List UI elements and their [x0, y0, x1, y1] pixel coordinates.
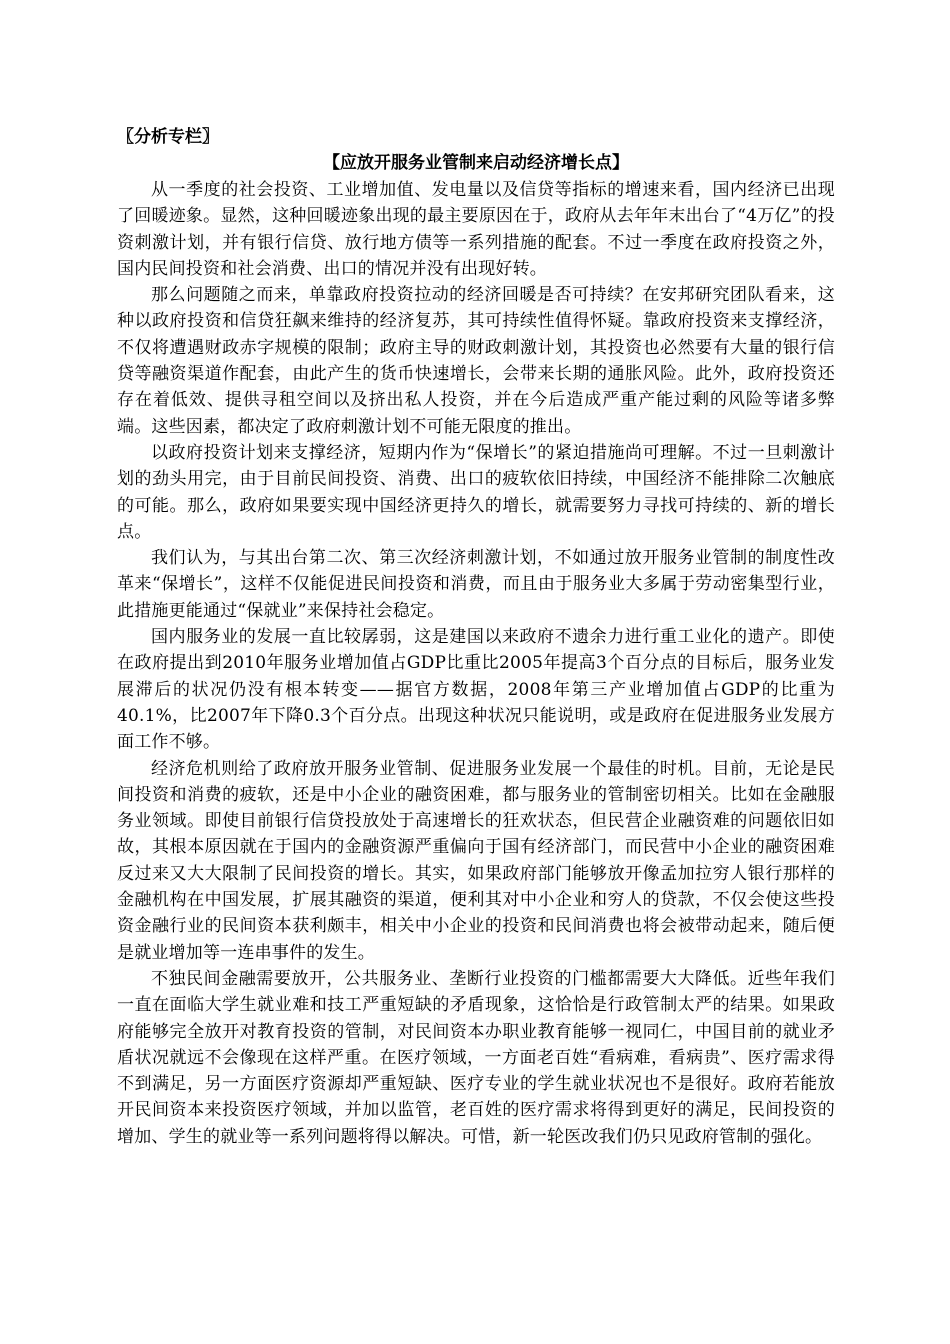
document-page — [117, 124, 835, 1150]
paragraph-4: 我们认为，与其出台第二次、第三次经济刺激计划，不如通过放开服务业管制的制度性改革来“保增长”，这样不仅能促进民间投资和消费，而且由于服务业大多属于劳动密集型行业，此措施更能通过“保就业”来保持社会稳定。 — [117, 548, 835, 621]
paragraph-3: 以政府投资计划来支撑经济，短期内作为“保增长”的紧迫措施尚可理解。不过一旦刺激计划的劲头用完，由于目前民间投资、消费、出口的疲软依旧持续，中国经济不能排除二次触底的可能。那么，政府如果要实现中国经济更持久的增长，就需要努力寻找可持续的、新的增长点。 — [117, 442, 835, 542]
paragraph-7: 不独民间金融需要放开，公共服务业、垄断行业投资的门槛都需要大大降低。近些年我们一直在面临大学生就业难和技工严重短缺的矛盾现象，这恰恰是行政管制太严的结果。如果政府能够完全放开对教育投资的管制，对民间资本办职业教育能够一视同仁，中国目前的就业矛盾状况就远不会像现在这样严重。在医疗领域，一方面老百姓“看病难，看病贵”、医疗需求得不到满足，另一方面医疗资源却严重短缺、医疗专业的学生就业状况也不是很好。政府若能放开民间资本来投资医疗领域，并加以监管，老百姓的医疗需求将得到更好的满足，民间投资的增加、学生的就业等一系列问题将得以解决。可惜，新一轮医改我们仍只见政府管制的强化。 — [117, 968, 835, 1147]
paragraph-2: 那么问题随之而来，单靠政府投资拉动的经济回暖是否可持续？在安邦研究团队看来，这种以政府投资和信贷狂飙来维持的经济复苏，其可持续性值得怀疑。靠政府投资来支撑经济，不仅将遭遇财政赤字规模的限制；政府主导的财政刺激计划，其投资也必然要有大量的银行信贷等融资渠道作配套，由此产生的货币快速增长，会带来长期的通胀风险。此外，政府投资还存在着低效、提供寻租空间以及挤出私人投资，并在今后造成严重产能过剩的风险等诸多弊端。这些因素，都决定了政府刺激计划不可能无限度的推出。 — [117, 285, 835, 437]
paragraph-1: 从一季度的社会投资、工业增加值、发电量以及信贷等指标的增速来看，国内经济已出现了回暖迹象。显然，这种回暖迹象出现的最主要原因在于，政府从去年年末出台了“4万亿”的投资刺激计划，并有银行信贷、放行地方债等一系列措施的配套。不过一季度在政府投资之外，国内民间投资和社会消费、出口的情况并没有出现好转。 — [117, 180, 835, 279]
article-title: 【应放开服务业管制来启动经济增长点】 — [323, 153, 629, 173]
paragraph-5: 国内服务业的发展一直比较孱弱，这是建国以来政府不遗余力进行重工业化的遗产。即使在政府提出到2010年服务业增加值占GDP比重比2005年提高3个百分点的目标后，服务业发展滞后的状况仍没有根本转变——据官方数据，2008年第三产业增加值占GDP的比重为40.1%，比2007年下降0.3个百分点。出现这种状况只能说明，或是政府在促进服务业发展方面工作不够。 — [117, 627, 835, 753]
section-label: 〖分析专栏〗 — [117, 127, 219, 147]
paragraph-6: 经济危机则给了政府放开服务业管制、促进服务业发展一个最佳的时机。目前，无论是民间投资和消费的疲软，还是中小企业的融资困难，都与服务业的管制密切相关。比如在金融服务业领域。即使目前银行信贷投放处于高速增长的狂欢状态，但民营企业融资难的问题依旧如故，其根本原因就在于国内的金融资源严重偏向于国有经济部门，而民营中小企业的融资困难反过来又大大限制了民间投资的增长。其实，如果政府部门能够放开像孟加拉穷人银行那样的金融机构在中国发展，扩展其融资的渠道，便利其对中小企业和穷人的贷款，不仅会使这些投资金融行业的民间资本获利颇丰，相关中小企业的投资和民间消费也将会被带动起来，随后便是就业增加等一连串事件的发生。 — [117, 758, 835, 963]
